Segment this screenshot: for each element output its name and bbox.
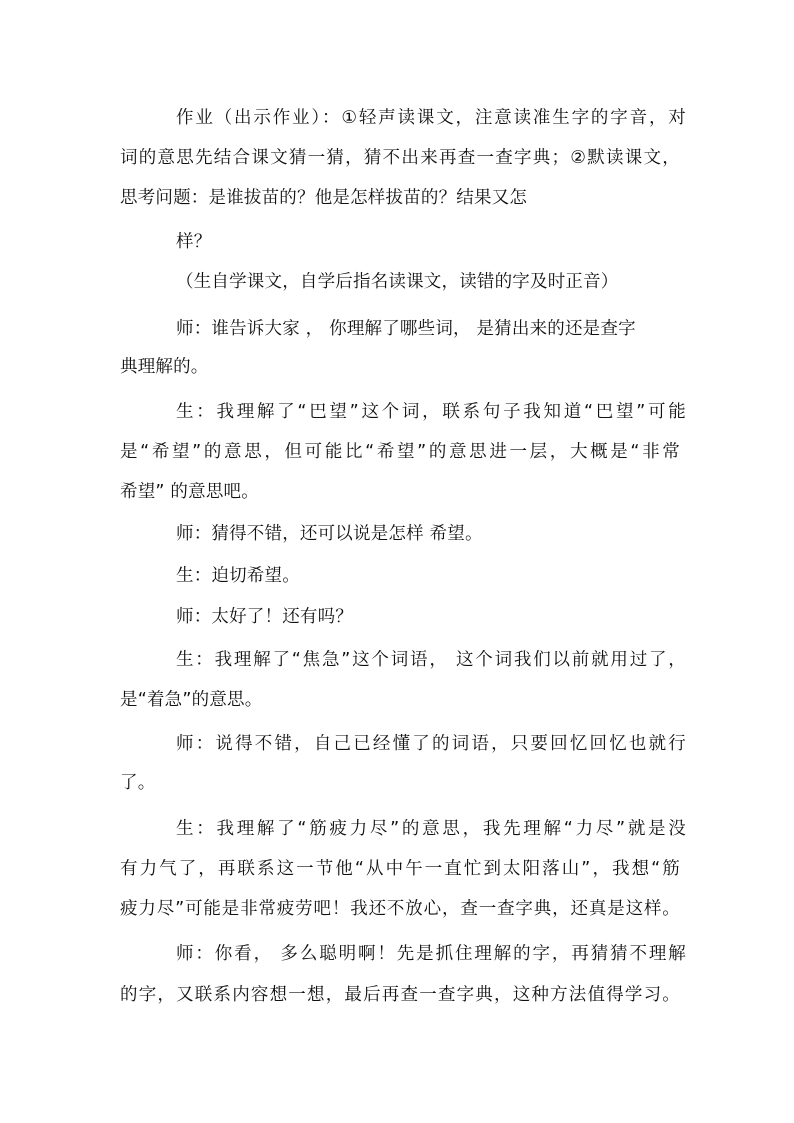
text-line: 疲力尽”可能是非常疲劳吧！我还不放心，查一查字典，还真是这样。 xyxy=(120,899,680,919)
text-line: 师：说得不错，自己已经懂了的词语，只要回忆回忆也就行 xyxy=(176,734,686,754)
text-line: 有力气了，再联系这一节他“从中午一直忙到太阳落山”，我想“筋 xyxy=(120,859,680,879)
text-line: 师：你看， 多么聪明啊！先是抓住理解的字，再猜猜不理解 xyxy=(176,944,686,964)
text-line: 词的意思先结合课文猜一猜，猜不出来再查一查字典；②默读课文， xyxy=(120,148,680,168)
text-line: 师：太好了！还有吗？ xyxy=(176,607,353,627)
text-line: 作业（出示作业）：①轻声读课文，注意读准生字的字音，对 xyxy=(176,108,686,128)
text-line: 思考问题：是谁拔苗的？他是怎样拔苗的？结果又怎 xyxy=(120,188,528,208)
text-line: （生自学课文，自学后指名读课文，读错的字及时正音） xyxy=(176,272,619,292)
text-line: 生：我理解了“筋疲力尽”的意思，我先理解“力尽”就是没 xyxy=(176,819,686,839)
text-line: 生：迫切希望。 xyxy=(176,566,300,586)
text-line: 样？ xyxy=(176,232,212,252)
text-line: 的字，又联系内容想一想，最后再查一查字典，这种方法值得学习。 xyxy=(120,985,680,1005)
text-line: 生：我理解了“巴望”这个词，联系句子我知道“巴望”可能 xyxy=(176,402,686,422)
text-line: 了。 xyxy=(120,773,156,793)
text-line: 希望” 的意思吧。 xyxy=(120,482,259,502)
text-line: 是“着急”的意思。 xyxy=(120,690,263,710)
text-line: 是“希望”的意思，但可能比“希望”的意思进一层，大概是“非常 xyxy=(120,442,680,462)
text-line: 典理解的。 xyxy=(120,357,209,377)
text-line: 师：谁告诉大家 ， 你理解了哪些词， 是猜出来的还是查字 xyxy=(176,319,636,339)
text-line: 生：我理解了“焦急”这个词语， 这个词我们以前就用过了， xyxy=(176,650,686,670)
text-line: 师：猜得不错，还可以说是怎样 希望。 xyxy=(176,524,483,544)
